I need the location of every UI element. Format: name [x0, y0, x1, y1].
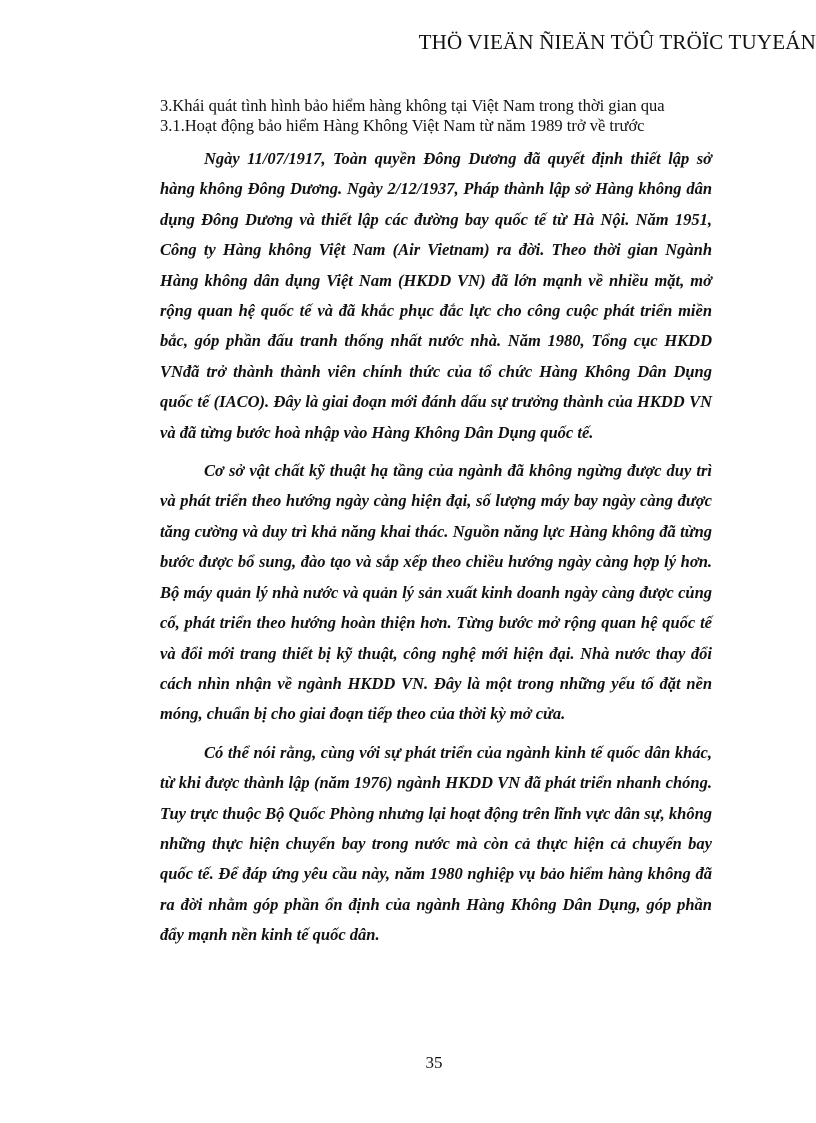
paragraph-3: Có thể nói rằng, cùng với sự phát triển của ngành kinh tế quốc dân khác, từ khi được thành lập (năm 1976) ngành HKDD VN đã phát triển nhanh chóng. Tuy trực thuộc Bộ Quốc Phòng nhưng lại hoạt động trên lĩnh vực dân sự, không những thực hiện chuyến bay trong nước mà còn cả thực hiện cả chuyến bay quốc tế. Để đáp ứng yêu cầu này, năm 1980 nghiệp vụ bảo hiểm hàng không đã ra đời nhằm góp phần ổn định của ngành Hàng Không Dân Dụng, góp phần đẩy mạnh nền kinh tế quốc dân. [160, 742, 712, 945]
page-number: 35 [425, 1053, 443, 1072]
document-body [160, 144, 712, 959]
paragraph-2: Cơ sở vật chất kỹ thuật hạ tầng của ngành đã không ngừng được duy trì và phát triển theo hướng ngày càng hiện đại, số lượng máy bay ngày càng được tăng cường và duy trì khả năng khai thác. Nguồn năng lực Hàng không đã từng bước được bổ sung, đào tạo và sắp xếp theo chiều hướng ngày càng hợp lý hơn. Bộ máy quản lý nhà nước và quản lý sản xuất kinh doanh ngày càng được củng cố, phát triển theo hướng hoàn thiện hơn. Từng bước mở rộng quan hệ quốc tế và đổi mới trang thiết bị kỹ thuật, công nghệ mới hiện đại. Nhà nước thay đổi cách nhìn nhận về ngành HKDD VN. Đây là một trong những yếu tố đặt nền móng, chuẩn bị cho giai đoạn tiếp theo của thời kỳ mở cửa. [160, 461, 712, 724]
section-subheading: 3.1.Hoạt động bảo hiểm Hàng Không Việt Nam từ năm 1989 trở về trước [160, 116, 645, 135]
library-header: THÖ VIEÄN ÑIEÄN TÖÛ TRÖÏC TUYEÁN [418, 30, 816, 54]
section-headings [160, 96, 720, 136]
section-heading: 3.Khái quát tình hình bảo hiểm hàng không tại Việt Nam trong thời gian qua [160, 96, 665, 115]
paragraph-1: Ngày 11/07/1917, Toàn quyền Đông Dương đã quyết định thiết lập sở hàng không Đông Dương. Ngày 2/12/1937, Pháp thành lập sở Hàng không dân dụng Đông Dương và thiết lập các đường bay quốc tế từ Hà Nội. Năm 1951, Công ty Hàng không Việt Nam (Air Vietnam) ra đời. Theo thời gian Ngành Hàng không dân dụng Việt Nam (HKDD VN) đã lớn mạnh về nhiều mặt, mở rộng quan hệ quốc tế và đã khắc phục đắc lực cho công cuộc phát triển miền bắc, góp phần đấu tranh thống nhất nước nhà. Năm 1980, Tổng cục HKDD VNđã trở thành thành viên chính thức của tổ chức Hàng Không Dân Dụng quốc tế (IACO). Đây là giai đoạn mới đánh dấu sự trưởng thành của HKDD VN và đã từng bước hoà nhập vào Hàng Không Dân Dụng quốc tế. [160, 149, 712, 442]
